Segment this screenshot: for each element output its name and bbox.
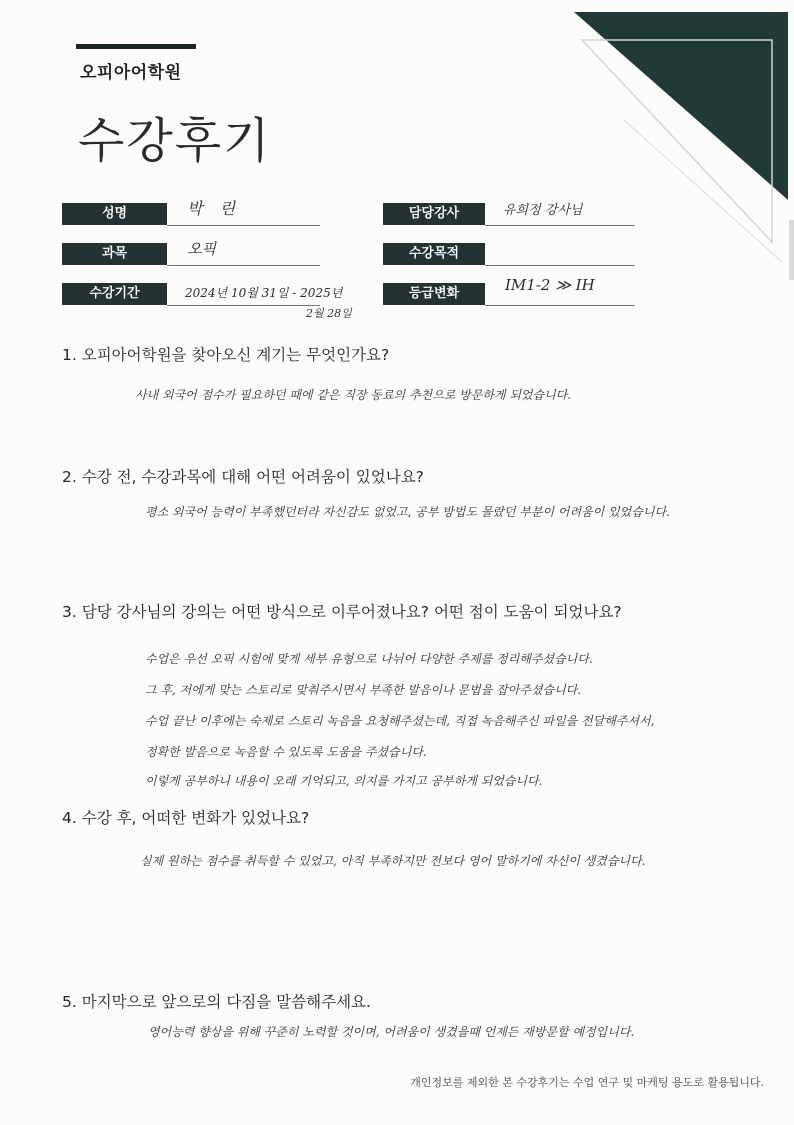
- grade-value: IM1-2 ≫ IH: [505, 276, 595, 294]
- privacy-notice: 개인정보를 제외한 본 수강후기는 수업 연구 및 마케팅 용도로 활용됩니다.: [410, 1076, 764, 1089]
- course-value: 오픽: [187, 240, 216, 258]
- period-underline: [167, 305, 320, 306]
- question-5: 5. 마지막으로 앞으로의 다짐을 말씀해주세요.: [62, 993, 371, 1011]
- answer-3-line-2: 그 후, 저에게 맞는 스토리로 맞춰주시면서 부족한 발음이나 문법을 잡아주셨습니다.: [145, 683, 582, 697]
- question-1: 1. 오피아어학원을 찾아오신 계기는 무엇인가요?: [62, 346, 390, 364]
- brand-name: 오피아어학원: [80, 63, 182, 83]
- teacher-underline: [485, 225, 635, 226]
- course-underline: [167, 265, 320, 266]
- teacher-label: 담당강사: [383, 203, 485, 225]
- purpose-underline: [485, 265, 635, 266]
- answer-4-line-1: 실제 원하는 점수를 취득할 수 있었고, 아직 부족하지만 전보다 영어 말하기에 자신이 생겼습니다.: [140, 854, 646, 868]
- question-2: 2. 수강 전, 수강과목에 대해 어떤 어려움이 있었나요?: [62, 468, 424, 486]
- grade-label: 등급변화: [383, 283, 485, 305]
- course-label: 과목: [62, 243, 167, 265]
- period-label: 수강기간: [62, 283, 167, 305]
- corner-decoration: [564, 0, 794, 280]
- answer-3-line-3: 수업 끝난 이후에는 숙제로 스토리 녹음을 요청해주셨는데, 직접 녹음해주신 파일을 전달해주셔서,: [145, 714, 655, 728]
- answer-5-line-1: 영어능력 향상을 위해 꾸준히 노력할 것이며, 어려움이 생겼을때 언제든 재방문할 예정입니다.: [148, 1025, 635, 1039]
- purpose-label: 수강목적: [383, 243, 485, 265]
- answer-3-line-5: 이렇게 공부하니 내용이 오래 기억되고, 의지를 가지고 공부하게 되었습니다.: [145, 774, 543, 788]
- question-3: 3. 담당 강사님의 강의는 어떤 방식으로 이루어졌나요? 어떤 점이 도움이 되었나요?: [62, 603, 622, 621]
- period-value-line1: 2024년 10월 31일 - 2025년: [185, 286, 343, 300]
- teacher-value: 유희정 강사님: [503, 203, 583, 218]
- answer-1-line-1: 사내 외국어 점수가 필요하던 때에 같은 직장 동료의 추천으로 방문하게 되었습니다.: [135, 388, 572, 402]
- answer-3-line-1: 수업은 우선 오픽 시험에 맞게 세부 유형으로 나뉘어 다양한 주제를 정리해주셨습니다.: [145, 652, 593, 666]
- brand-bar: [76, 44, 196, 49]
- name-underline: [167, 225, 320, 226]
- answer-2-line-1: 평소 외국어 능력이 부족했던터라 자신감도 없었고, 공부 방법도 몰랐던 부분이 어려움이 있었습니다.: [145, 505, 670, 519]
- question-4: 4. 수강 후, 어떠한 변화가 있었나요?: [62, 809, 310, 827]
- answer-3-line-4: 정확한 발음으로 녹음할 수 있도록 도움을 주셨습니다.: [145, 745, 427, 759]
- name-value: 박 린: [187, 199, 241, 218]
- name-label: 성명: [62, 203, 167, 225]
- page-title: 수강후기: [78, 113, 272, 169]
- period-value-line2: 2월 28일: [306, 307, 352, 320]
- grade-underline: [485, 305, 635, 306]
